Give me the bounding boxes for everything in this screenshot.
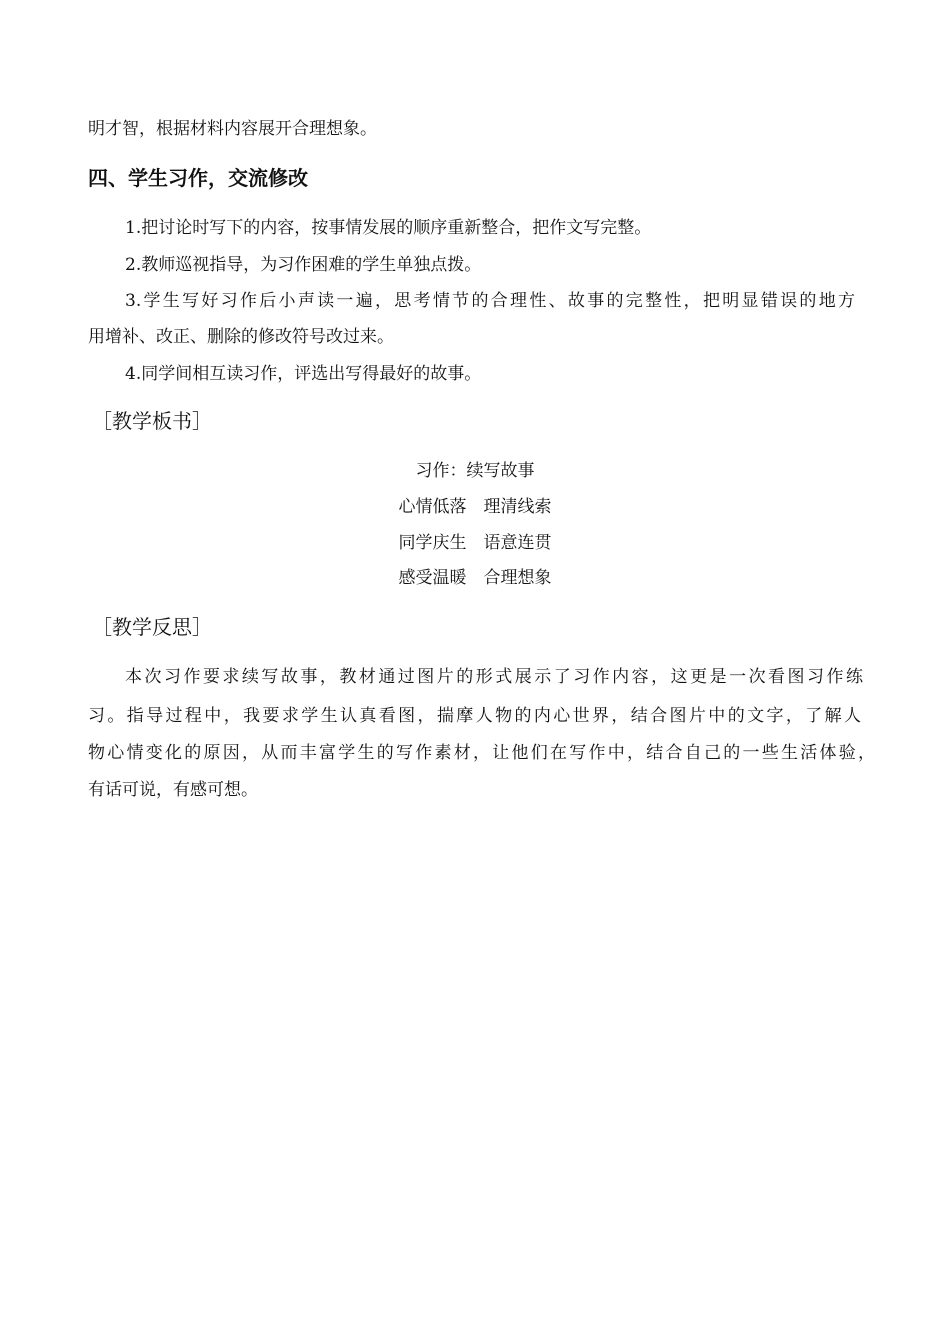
reflection-line-3: 物心情变化的原因，从而丰富学生的写作素材，让他们在写作中，结合自己的一些生活体验， [88,743,875,763]
section-4-item-4: 4.同学间相互读习作，评选出写得最好的故事。 [125,364,482,384]
section-4-item-3: 3.学生写好习作后小声读一遍，思考情节的合理性、故事的完整性，把明显错误的地方 [125,291,855,311]
board-heading: ［教学板书］ [92,409,212,433]
reflection-heading: ［教学反思］ [92,615,212,639]
intro-tail-text: 明才智，根据材料内容展开合理想象。 [88,119,377,139]
board-line-4: 感受温暖 合理想象 [398,568,552,588]
section-4-item-2: 2.教师巡视指导，为习作困难的学生单独点拨。 [125,255,482,275]
section-4-item-3-continued: 用增补、改正、删除的修改符号改过来。 [88,327,394,347]
section-4-item-1: 1.把讨论时写下的内容，按事情发展的顺序重新整合，把作文写完整。 [125,218,652,238]
reflection-line-1: 本次习作要求续写故事，教材通过图片的形式展示了习作内容，这更是一次看图习作练 [125,667,863,687]
reflection-line-4: 有话可说，有感可想。 [88,780,258,800]
board-line-3: 同学庆生 语意连贯 [398,533,552,553]
board-line-1: 习作：续写故事 [415,461,535,481]
section-4-heading: 四、学生习作，交流修改 [88,166,308,190]
reflection-line-2: 习。指导过程中，我要求学生认真看图，揣摩人物的内心世界，结合图片中的文字，了解人 [88,706,861,726]
board-line-2: 心情低落 理清线索 [398,497,552,517]
